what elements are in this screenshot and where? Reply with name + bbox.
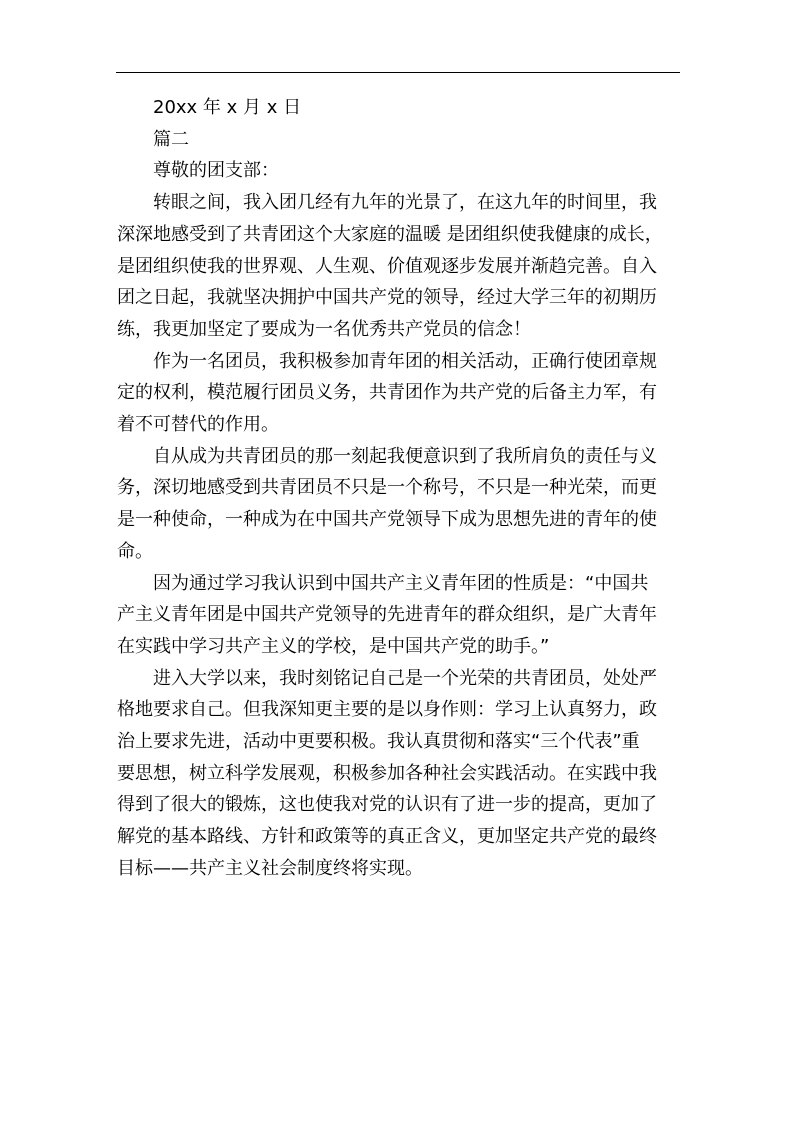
paragraph-line: 目标——共产主义社会制度终将实现。 <box>117 857 423 879</box>
paragraph-line: 转眼之间，我入团几经有九年的光景了，在这九年的时间里，我 <box>153 192 657 214</box>
date-line: 20xx 年 x 月 x 日 <box>153 97 302 118</box>
section-label: 篇二 <box>153 128 189 150</box>
paragraph-line: 是一种使命，一种成为在中国共产党领导下成为思想先进的青年的使 <box>117 509 657 531</box>
paragraph-line: 练，我更加坚定了要成为一名优秀共产党员的信念！ <box>117 318 531 340</box>
paragraph-line: 团之日起，我就坚决拥护中国共产党的领导，经过大学三年的初期历 <box>117 287 657 309</box>
paragraph-line: 自从成为共青团员的那一刻起我便意识到了我所肩负的责任与义 <box>153 445 657 467</box>
paragraph-line: 进入大学以来，我时刻铭记自己是一个光荣的共青团员，处处严 <box>153 667 657 689</box>
salutation: 尊敬的团支部： <box>153 160 279 182</box>
paragraph-line: 格地要求自己。但我深知更主要的是以身作则：学习上认真努力，政 <box>117 699 657 721</box>
paragraph-line: 是团组织使我的世界观、人生观、价值观逐步发展并渐趋完善。自入 <box>117 255 657 277</box>
paragraph-line: 治上要求先进，活动中更要积极。我认真贯彻和落实“三个代表”重 <box>117 731 640 753</box>
paragraph-2 <box>117 346 681 441</box>
paragraph-line: 命。 <box>117 540 153 562</box>
paragraph-line: 要思想，树立科学发展观，积极参加各种社会实践活动。在实践中我 <box>117 762 657 784</box>
paragraph-line: 因为通过学习我认识到中国共产主义青年团的性质是：“中国共 <box>153 572 649 594</box>
paragraph-5 <box>117 663 681 885</box>
paragraph-3 <box>117 441 681 568</box>
paragraph-line: 定的权利，模范履行团员义务，共青团作为共产党的后备主力军，有 <box>117 382 657 404</box>
paragraph-line: 产主义青年团是中国共产党领导的先进青年的群众组织，是广大青年 <box>117 604 657 626</box>
header-rule <box>116 72 680 73</box>
paragraph-line: 深深地感受到了共青团这个大家庭的温暖 是团组织使我健康的成长， <box>117 223 663 245</box>
paragraph-line: 作为一名团员，我积极参加青年团的相关活动，正确行使团章规 <box>153 350 657 372</box>
paragraph-1 <box>117 187 681 346</box>
paragraph-line: 解党的基本路线、方针和政策等的真正含义，更加坚定共产党的最终 <box>117 826 657 848</box>
paragraph-line: 务，深切地感受到共青团员不只是一个称号，不只是一种光荣，而更 <box>117 477 657 499</box>
document-body <box>117 92 681 885</box>
paragraph-line: 着不可替代的作用。 <box>117 414 279 436</box>
paragraph-line: 在实践中学习共产主义的学校，是中国共产党的助手。” <box>117 635 550 657</box>
paragraph-line: 得到了很大的锻炼，这也使我对党的认识有了进一步的提高，更加了 <box>117 794 657 816</box>
paragraph-4 <box>117 568 681 663</box>
